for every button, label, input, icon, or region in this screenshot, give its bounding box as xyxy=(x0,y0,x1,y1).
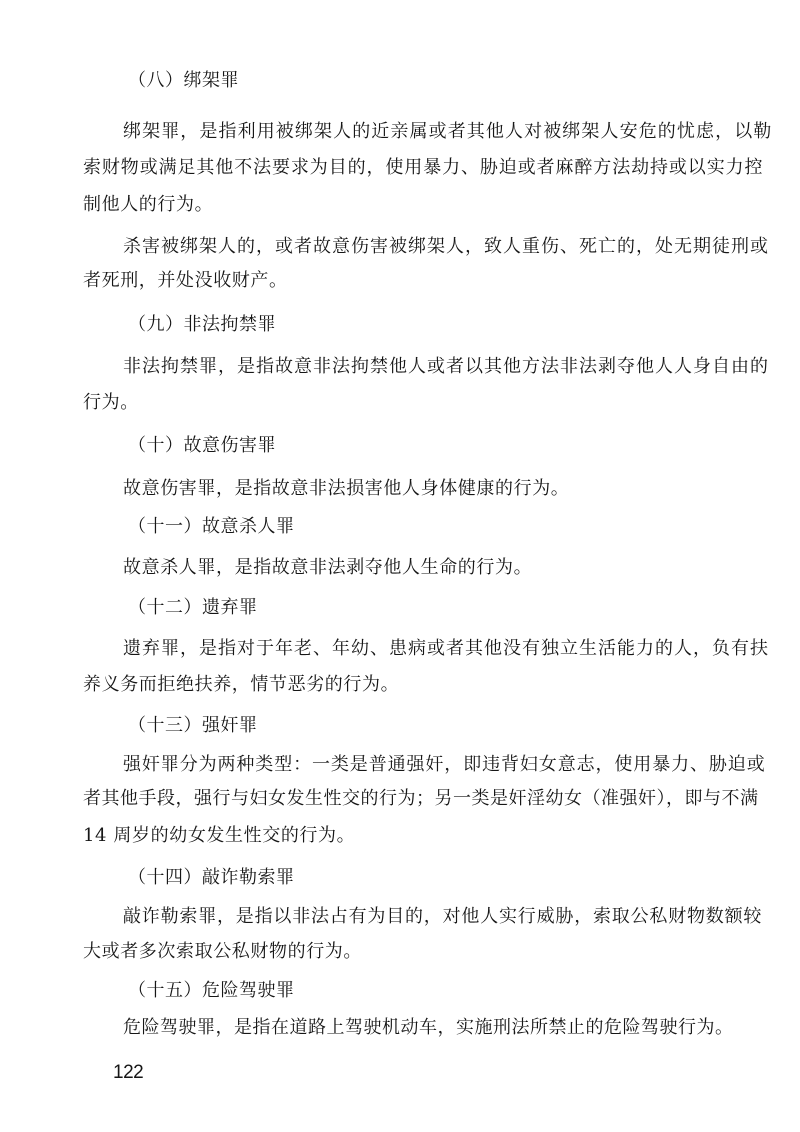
section-heading: （十一）故意杀人罪 xyxy=(128,516,295,537)
paragraph-line: 强奸罪分为两种类型：一类是普通强奸，即违背妇女意志，使用暴力、胁迫或 xyxy=(123,754,766,775)
paragraph-line: 绑架罪，是指利用被绑架人的近亲属或者其他人对被绑架人安危的忧虑，以勒 xyxy=(123,121,773,142)
paragraph-line: 非法拘禁罪，是指故意非法拘禁他人或者以其他方法非法剥夺他人人身自由的 xyxy=(123,356,769,377)
section-heading: （八）绑架罪 xyxy=(128,70,239,91)
paragraph-line: 杀害被绑架人的，或者故意伤害被绑架人，致人重伤、死亡的，处无期徒刑或 xyxy=(123,236,769,257)
section-heading: （十五）危险驾驶罪 xyxy=(128,980,295,1001)
section-heading: （十三）强奸罪 xyxy=(128,715,258,736)
section-heading: （十四）敲诈勒索罪 xyxy=(128,867,295,888)
paragraph-line: 行为。 xyxy=(83,392,139,413)
paragraph-line: 遗弃罪，是指对于年老、年幼、患病或者其他没有独立生活能力的人，负有扶 xyxy=(123,638,769,659)
paragraph-line: 大或者多次索取公私财物的行为。 xyxy=(83,941,362,962)
paragraph-line: 危险驾驶罪，是指在道路上驾驶机动车，实施刑法所禁止的危险驾驶行为。 xyxy=(123,1017,734,1038)
paragraph-line: 14 周岁的幼女发生性交的行为。 xyxy=(83,825,356,846)
paragraph-line: 者其他手段，强行与妇女发生性交的行为；另一类是奸淫幼女（准强奸），即与不满 xyxy=(83,788,759,809)
section-heading: （九）非法拘禁罪 xyxy=(128,314,276,335)
paragraph-line: 故意杀人罪，是指故意非法剥夺他人生命的行为。 xyxy=(123,557,533,578)
paragraph-line: 者死刑，并处没收财产。 xyxy=(83,270,288,291)
paragraph-line: 制他人的行为。 xyxy=(83,194,214,215)
paragraph-line: 养义务而拒绝扶养，情节恶劣的行为。 xyxy=(83,674,400,695)
page-number: 122 xyxy=(113,1062,144,1083)
section-heading: （十）故意伤害罪 xyxy=(128,435,276,456)
section-heading: （十二）遗弃罪 xyxy=(128,597,258,618)
paragraph-line: 敲诈勒索罪，是指以非法占有为目的，对他人实行威胁，索取公私财物数额较 xyxy=(123,906,763,927)
paragraph-line: 索财物或满足其他不法要求为目的，使用暴力、胁迫或者麻醉方法劫持或以实力控 xyxy=(83,157,764,178)
paragraph-line: 故意伤害罪，是指故意非法损害他人身体健康的行为。 xyxy=(123,478,570,499)
